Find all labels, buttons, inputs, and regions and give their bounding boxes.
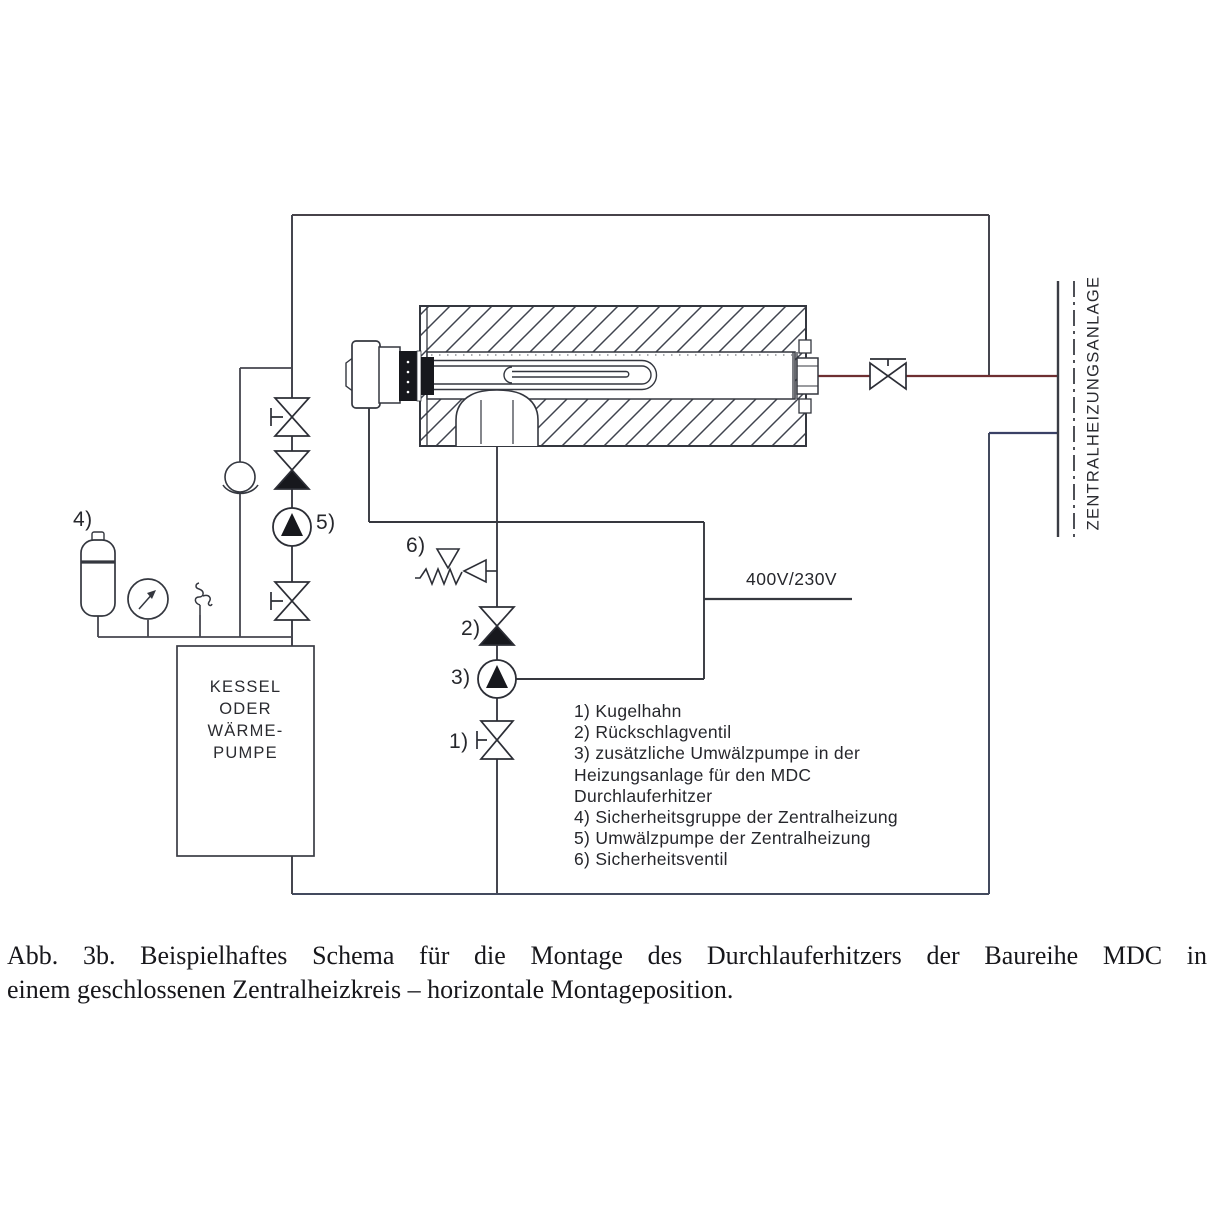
check-valve-2 xyxy=(480,607,514,645)
head-cylinder xyxy=(379,347,400,403)
pressure-gauge xyxy=(128,579,168,619)
legend xyxy=(574,701,898,871)
legend-item: Durchlauferhitzer xyxy=(574,785,713,806)
boiler-label-line: ODER xyxy=(219,700,272,718)
legend-item: 4) Sicherheitsgruppe der Zentralheizung xyxy=(574,807,898,828)
safety-valve-6 xyxy=(415,549,497,584)
check-valve-left xyxy=(275,451,309,489)
label-4: 4) xyxy=(73,508,93,531)
legend-item: 5) Umwälzpumpe der Zentralheizung xyxy=(574,828,871,849)
boiler-label-line: KESSEL xyxy=(209,678,282,696)
system-wall-label: ZENTRALHEIZUNGSANLAGE xyxy=(1084,275,1103,531)
drain-funnel xyxy=(223,462,258,493)
air-vent xyxy=(195,583,212,615)
head-black-band xyxy=(399,351,417,401)
label-2: 2) xyxy=(461,617,481,640)
head-dot xyxy=(407,371,410,374)
expansion-vessel-4 xyxy=(81,532,115,616)
head-white-ring xyxy=(417,351,421,401)
ball-valve-1 xyxy=(477,721,513,759)
figure-caption-line1: Abb. 3b. Beispielhaftes Schema für die Montage des Durchlauferhitzers der Baureihe MDC in xyxy=(7,941,1207,970)
boiler-label-line: WÄRME- xyxy=(207,722,284,740)
label-3: 3) xyxy=(451,666,471,689)
heater-electric-head xyxy=(346,341,434,408)
pump-3 xyxy=(478,660,516,698)
safety-group-line xyxy=(98,615,292,637)
legend-item: 2) Rückschlagventil xyxy=(574,722,732,743)
head-cap xyxy=(352,341,380,408)
label-1: 1) xyxy=(449,730,469,753)
legend-item: Heizungsanlage für den MDC xyxy=(574,764,812,785)
ball-valve-upper-left xyxy=(271,398,309,436)
head-gland xyxy=(421,357,434,395)
power-label: 400V/230V xyxy=(746,569,838,589)
legend-item: 1) Kugelhahn xyxy=(574,701,682,721)
heater-inlet-dome xyxy=(456,390,538,446)
legend-item: 6) Sicherheitsventil xyxy=(574,849,728,870)
label-6: 6) xyxy=(406,534,426,557)
legend-item: 3) zusätzliche Umwälzpumpe in der xyxy=(574,743,861,764)
heater-assembly xyxy=(346,306,818,446)
boiler-label-line: PUMPE xyxy=(213,744,278,762)
head-dot xyxy=(407,391,410,394)
figure-caption-line2: einem geschlossenen Zentralheizkreis – horizontale Montageposition. xyxy=(7,975,734,1004)
head-dot xyxy=(407,361,410,364)
label-5: 5) xyxy=(316,511,336,534)
ball-valve-lower-left xyxy=(271,582,309,620)
power-wiring xyxy=(369,408,852,679)
shutoff-valve-supply xyxy=(870,359,906,389)
system-wall xyxy=(1058,281,1074,537)
pump-5 xyxy=(273,508,311,546)
head-dot xyxy=(407,381,410,384)
boiler-box-label xyxy=(177,676,314,764)
